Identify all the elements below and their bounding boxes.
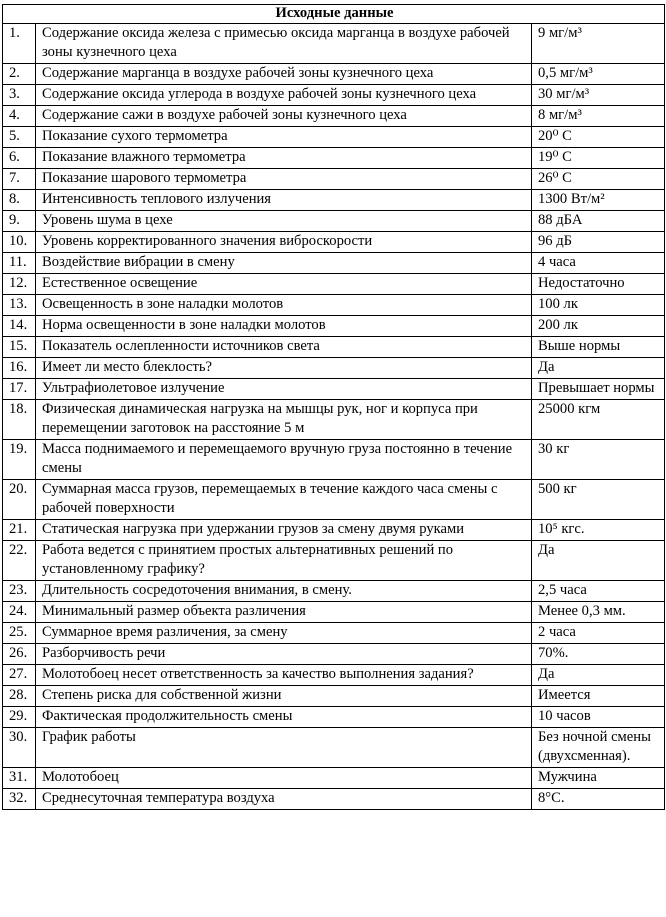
parameter-value: 10 часов [532, 707, 665, 728]
parameter-name: Минимальный размер объекта различения [36, 602, 532, 623]
table-row [3, 24, 665, 64]
row-number: 12. [3, 274, 36, 295]
parameter-name: Суммарное время различения, за смену [36, 623, 532, 644]
table-row [3, 728, 665, 768]
row-number: 20. [3, 480, 36, 520]
row-number: 32. [3, 789, 36, 810]
parameter-value: Недостаточно [532, 274, 665, 295]
parameter-name: Показание сухого термометра [36, 127, 532, 148]
row-number: 1. [3, 24, 36, 64]
row-number: 24. [3, 602, 36, 623]
parameter-value: Превышает нормы [532, 379, 665, 400]
row-number: 26. [3, 644, 36, 665]
row-number: 3. [3, 85, 36, 106]
parameter-name: Уровень корректированного значения виброскорости [36, 232, 532, 253]
parameter-value: 25000 кгм [532, 400, 665, 440]
parameter-name: Содержание оксида железа с примесью оксида марганца в воздухе рабочей зоны кузнечного цеха [36, 24, 532, 64]
source-data-table [2, 4, 665, 810]
row-number: 31. [3, 768, 36, 789]
row-number: 30. [3, 728, 36, 768]
table-row [3, 64, 665, 85]
table-row [3, 337, 665, 358]
parameter-name: Содержание марганца в воздухе рабочей зоны кузнечного цеха [36, 64, 532, 85]
parameter-name: Уровень шума в цехе [36, 211, 532, 232]
parameter-name: Работа ведется с принятием простых альтернативных решений по установленному графику? [36, 541, 532, 581]
parameter-name: Длительность сосредоточения внимания, в смену. [36, 581, 532, 602]
parameter-value: 500 кг [532, 480, 665, 520]
parameter-value: 2 часа [532, 623, 665, 644]
parameter-name: Молотобоец несет ответственность за качество выполнения задания? [36, 665, 532, 686]
parameter-name: Показатель ослепленности источников света [36, 337, 532, 358]
table-row [3, 789, 665, 810]
parameter-name: Естественное освещение [36, 274, 532, 295]
parameter-name: Степень риска для собственной жизни [36, 686, 532, 707]
parameter-name: Физическая динамическая нагрузка на мышцы рук, ног и корпуса при перемещении заготовок на расстояние 5 м [36, 400, 532, 440]
parameter-value: 1300 Вт/м² [532, 190, 665, 211]
row-number: 6. [3, 148, 36, 169]
parameter-value: 200 лк [532, 316, 665, 337]
table-row [3, 520, 665, 541]
parameter-name: Воздействие вибрации в смену [36, 253, 532, 274]
parameter-name: Разборчивость речи [36, 644, 532, 665]
parameter-name: Содержание сажи в воздухе рабочей зоны кузнечного цеха [36, 106, 532, 127]
table-row [3, 85, 665, 106]
parameter-name: Имеет ли место блеклость? [36, 358, 532, 379]
parameter-value: 8 мг/м³ [532, 106, 665, 127]
row-number: 28. [3, 686, 36, 707]
table-row [3, 358, 665, 379]
parameter-name: Ультрафиолетовое излучение [36, 379, 532, 400]
table-row [3, 148, 665, 169]
parameter-name: Масса поднимаемого и перемещаемого вручную груза постоянно в течение смены [36, 440, 532, 480]
table-row [3, 400, 665, 440]
parameter-name: Показание влажного термометра [36, 148, 532, 169]
row-number: 13. [3, 295, 36, 316]
parameter-value: Имеется [532, 686, 665, 707]
row-number: 4. [3, 106, 36, 127]
parameter-value: 88 дБА [532, 211, 665, 232]
parameter-name: Освещенность в зоне наладки молотов [36, 295, 532, 316]
parameter-value: 19⁰ С [532, 148, 665, 169]
row-number: 2. [3, 64, 36, 85]
row-number: 16. [3, 358, 36, 379]
table-row [3, 644, 665, 665]
table-row [3, 127, 665, 148]
parameter-value: 96 дБ [532, 232, 665, 253]
parameter-value: 30 кг [532, 440, 665, 480]
parameter-name: Содержание оксида углерода в воздухе рабочей зоны кузнечного цеха [36, 85, 532, 106]
row-number: 27. [3, 665, 36, 686]
parameter-value: 70%. [532, 644, 665, 665]
table-row [3, 602, 665, 623]
table-row [3, 480, 665, 520]
table-row [3, 440, 665, 480]
parameter-value: Менее 0,3 мм. [532, 602, 665, 623]
parameter-name: Норма освещенности в зоне наладки молотов [36, 316, 532, 337]
parameter-name: График работы [36, 728, 532, 768]
parameter-value: 4 часа [532, 253, 665, 274]
table-row [3, 581, 665, 602]
table-row [3, 106, 665, 127]
parameter-value: 26⁰ С [532, 169, 665, 190]
table-row [3, 232, 665, 253]
table-row [3, 686, 665, 707]
row-number: 18. [3, 400, 36, 440]
row-number: 14. [3, 316, 36, 337]
parameter-value: 9 мг/м³ [532, 24, 665, 64]
parameter-name: Показание шарового термометра [36, 169, 532, 190]
table-row [3, 768, 665, 789]
table-row [3, 316, 665, 337]
parameter-value: 8°С. [532, 789, 665, 810]
row-number: 25. [3, 623, 36, 644]
parameter-name: Молотобоец [36, 768, 532, 789]
parameter-value: 20⁰ С [532, 127, 665, 148]
table-row [3, 190, 665, 211]
row-number: 22. [3, 541, 36, 581]
table-title: Исходные данные [3, 5, 665, 24]
parameter-value: 100 лк [532, 295, 665, 316]
table-row [3, 541, 665, 581]
parameter-value: 10⁵ кгс. [532, 520, 665, 541]
parameter-value: Да [532, 541, 665, 581]
parameter-name: Фактическая продолжительность смены [36, 707, 532, 728]
row-number: 19. [3, 440, 36, 480]
table-row [3, 253, 665, 274]
row-number: 21. [3, 520, 36, 541]
row-number: 8. [3, 190, 36, 211]
parameter-name: Суммарная масса грузов, перемещаемых в течение каждого часа смены с рабочей поверхности [36, 480, 532, 520]
table-row [3, 295, 665, 316]
parameter-name: Статическая нагрузка при удержании грузов за смену двумя руками [36, 520, 532, 541]
row-number: 7. [3, 169, 36, 190]
row-number: 15. [3, 337, 36, 358]
parameter-value: Мужчина [532, 768, 665, 789]
row-number: 5. [3, 127, 36, 148]
table-header-row [3, 5, 665, 24]
row-number: 11. [3, 253, 36, 274]
row-number: 29. [3, 707, 36, 728]
parameter-value: Выше нормы [532, 337, 665, 358]
parameter-value: Да [532, 665, 665, 686]
table-row [3, 707, 665, 728]
row-number: 9. [3, 211, 36, 232]
row-number: 23. [3, 581, 36, 602]
row-number: 17. [3, 379, 36, 400]
parameter-value: 2,5 часа [532, 581, 665, 602]
table-row [3, 274, 665, 295]
parameter-value: Да [532, 358, 665, 379]
parameter-value: 30 мг/м³ [532, 85, 665, 106]
parameter-value: Без ночной смены (двухсменная). [532, 728, 665, 768]
row-number: 10. [3, 232, 36, 253]
parameter-name: Интенсивность теплового излучения [36, 190, 532, 211]
table-body [3, 24, 665, 810]
parameter-value: 0,5 мг/м³ [532, 64, 665, 85]
parameter-name: Среднесуточная температура воздуха [36, 789, 532, 810]
table-row [3, 211, 665, 232]
table-row [3, 665, 665, 686]
table-row [3, 623, 665, 644]
table-row [3, 169, 665, 190]
table-row [3, 379, 665, 400]
